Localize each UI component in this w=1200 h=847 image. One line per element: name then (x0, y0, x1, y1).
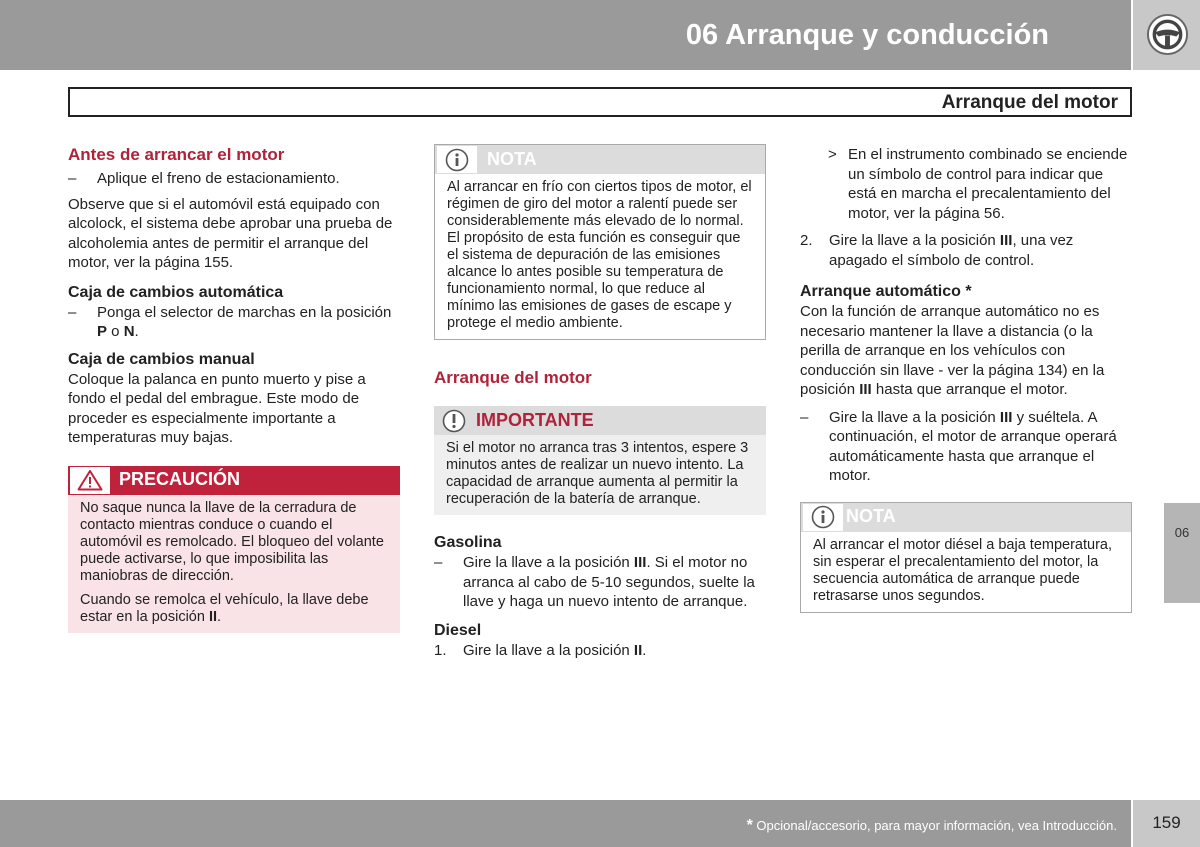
list-item (800, 231, 1132, 270)
exclamation-icon (434, 409, 474, 433)
heading-petrol: Gasolina (434, 534, 502, 551)
number-marker: 2. (800, 232, 813, 249)
note-title: NOTA (487, 148, 537, 169)
heading-engine-start: Arranque del motor (434, 368, 592, 387)
list-item-text: En el instrumento combinado se enciende un símbolo de control para indicar que está en marcha el precalentamiento del motor, ver la página 56. (848, 146, 1128, 222)
heading-diesel: Diesel (434, 621, 482, 639)
alcolock-paragraph: Observe que si el automóvil está equipado con alcolock, el sistema debe aprobar una prueba de alcoholemia antes de permitir el arranque del motor, ver la página 155. (68, 195, 393, 271)
note-box (434, 144, 766, 340)
info-icon (803, 504, 843, 531)
heading-automatic-gearbox: Caja de cambios automática (68, 283, 284, 301)
page-number: 159 (1152, 813, 1181, 832)
footnote-text: Opcional/accesorio, para mayor información, vea Introducción. (752, 818, 1117, 833)
heading-manual-gearbox: Caja de cambios manual (68, 350, 255, 368)
list-item (68, 303, 400, 342)
dash-marker: – (800, 408, 809, 426)
manual-gearbox-paragraph: Coloque la palanca en punto muerto y pise a fondo el pedal del embrague. Este modo de proceder es especialmente importante a temperaturas muy bajas. (68, 370, 366, 446)
caution-box (68, 466, 400, 633)
list-item-text: Gire la llave a la posición II. (463, 641, 647, 659)
list-item-text: Gire la llave a la posición III, una vez apagado el símbolo de control. (829, 232, 1074, 269)
list-item-text: Aplique el freno de estacionamiento. (97, 170, 340, 187)
page-number-box (1131, 800, 1200, 847)
number-marker: 1. (434, 641, 447, 659)
note-header (801, 503, 1131, 532)
caution-paragraph: No saque nunca la llave de la cerradura de contacto mientras conduce o cuando el automóvil es remolcado. El bloqueo del volante puede activarse, lo que imposibilita las maniobras de dirección. (80, 499, 384, 584)
dash-marker: – (68, 303, 77, 321)
chapter-tab: 06 (1164, 503, 1200, 603)
column-1 (68, 144, 400, 633)
important-box (434, 406, 766, 515)
caution-paragraph: Cuando se remolca el vehículo, la llave debe estar en la posición II. (80, 591, 369, 625)
important-header (434, 406, 766, 435)
list-item-text: Gire la llave a la posición III. Si el motor no arranca al cabo de 5-10 segundos, suelte la llave y haga un nuevo intento de arranque. (463, 554, 755, 610)
important-body: Si el motor no arranca tras 3 intentos, espere 3 minutos antes de realizar un nuevo intento. La capacidad de arranque aumenta al permitir la recuperación de la batería de arranque. (434, 435, 766, 515)
footer-bar (0, 800, 1131, 847)
note-body: Al arrancar el motor diésel a baja temperatura, sin esperar el precalentamiento del motor, la secuencia automática de arranque puede retrasarse unos segundos. (813, 536, 1113, 604)
info-icon (437, 146, 477, 173)
asterisk: * (746, 817, 753, 834)
dash-marker: – (434, 554, 443, 571)
heading-automatic-start: Arranque automático * (800, 283, 972, 300)
list-item (800, 408, 1132, 486)
dash-marker: – (68, 170, 77, 187)
chapter-header-bar (0, 0, 1131, 70)
caution-header (68, 466, 400, 495)
caution-body (68, 495, 400, 633)
important-title: IMPORTANTE (476, 409, 594, 430)
list-item (68, 169, 400, 189)
footnote (747, 816, 1117, 836)
note-box (800, 502, 1132, 613)
column-3 (800, 144, 1132, 613)
chapter-icon-box (1131, 0, 1200, 70)
note-title: NOTA (846, 506, 896, 527)
section-title: Arranque del motor (941, 92, 1118, 113)
list-item (434, 553, 766, 612)
note-header (435, 145, 765, 174)
steering-wheel-icon (1146, 13, 1189, 56)
note-body: Al arrancar en frío con ciertos tipos de motor, el régimen de giro del motor a ralentí puede ser considerablemente más elevado de lo normal. El propósito de esta función es conseguir que el sistema de depuración de las emisiones alcance lo antes posible su temperatura de funcionamiento normal, lo que reduce al mínimo las emisiones de gases de escape y protege el medio ambiente. (447, 179, 752, 331)
chapter-title: 06 Arranque y conducción (685, 19, 1049, 51)
column-2 (434, 144, 766, 666)
list-item (434, 641, 766, 661)
caution-title: PRECAUCIÓN (119, 469, 241, 490)
automatic-start-paragraph: Con la función de arranque automático no es necesario mantener la llave a distancia (o la perilla de arranque en los vehículos con conducción sin llave - ver la página 134) en la posición III hasta que arranque el motor. (800, 303, 1105, 398)
arrow-marker: > (828, 146, 837, 163)
warning-triangle-icon (70, 467, 110, 494)
list-item-text: Ponga el selector de marchas en la posición P o N. (97, 303, 392, 340)
list-item-text: Gire la llave a la posición III y suéltela. A continuación, el motor de arranque operará automáticamente hasta que arranque el motor. (829, 408, 1117, 484)
list-item (800, 145, 1132, 223)
section-header (68, 87, 1132, 117)
heading-before-start: Antes de arrancar el motor (68, 145, 285, 164)
